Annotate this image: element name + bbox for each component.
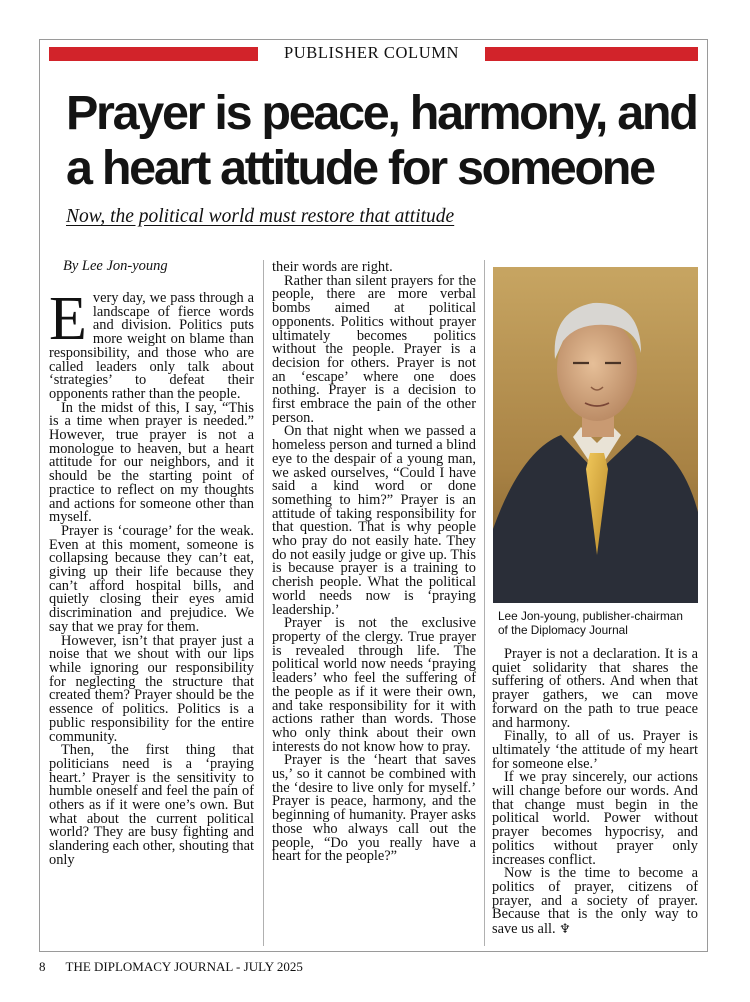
paragraph: Finally, to all of us. Prayer is ultimately ‘the attitude of my heart for someone else.’ xyxy=(492,728,698,772)
paragraph-text: very day, we pass through a landscape of fierce words and division. Politics puts more weight on blame than responsibility, and those who are called leaders only talk about ‘strategies’ to defeat their opponents rather than the people. xyxy=(49,290,254,402)
paragraph xyxy=(492,867,698,937)
paragraph: Prayer is the ‘heart that saves us,’ so it cannot be combined with the ‘desire to live only for myself.’ Prayer is peace, harmony, and the beginning of humanity. Prayer asks those who always call out the people, “Do you really have a heart for the people?” xyxy=(272,752,476,865)
paragraph: Prayer is ‘courage’ for the weak. Even at this moment, someone is collapsing because they can’t eat, giving up their life because they can’t afford hospital bills, and quietly closing their eyes amid discrimination and prejudice. We say that we pray for them. xyxy=(49,522,254,635)
column-rule xyxy=(263,260,264,946)
drop-cap: E xyxy=(49,285,87,353)
paragraph: Prayer is not a declaration. It is a quiet solidarity that shares the suffering of others. And when that prayer gathers, we can move forward on the path to true peace and harmony. xyxy=(492,646,698,731)
caption-line-2: of the Diplomacy Journal xyxy=(498,623,628,637)
section-bar-right xyxy=(485,47,698,61)
page-number: 8 xyxy=(39,959,46,974)
article-column-3 xyxy=(492,648,698,937)
section-label: PUBLISHER COLUMN xyxy=(283,43,460,62)
paragraph: On that night when we passed a homeless person and turned a blind eye to the despair of a young man, we asked ourselves, “Could I have said a kind word or done something to him?” Prayer is an attitude of taking responsibility for that question. That is why people who pray do not easily hate. They do not easily judge or give up. This is because prayer is a training to cherish people. What the political world needs now is ‘praying leadership.’ xyxy=(272,423,476,618)
headline-line-2: a heart attitude for someone xyxy=(66,141,654,195)
headline-line-1: Prayer is peace, harmony, and xyxy=(66,86,697,140)
author-portrait xyxy=(493,267,698,603)
subheadline: Now, the political world must restore that attitude xyxy=(66,206,455,227)
article-column-1 xyxy=(49,285,254,868)
paragraph: In the midst of this, I say, “This is a time when prayer is needed.” However, true prayer is not a monologue to heaven, but a heart attitude for our neighbors, and it should be the starting point of practice to reflect on my thoughts and actions for someone other than myself. xyxy=(49,399,254,526)
paragraph xyxy=(49,285,254,402)
paragraph: However, isn’t that prayer just a noise that we shout with our lips while ignoring our responsibility for neglecting the structure that created them? Prayer should be the essence of politics. Politics is a public responsibility for the entire community. xyxy=(49,632,254,745)
paragraph: If we pray sincerely, our actions will change before our words. And that change must begin in the political world. Power without prayer becomes hypocrisy, and politics without prayer only increases conflict. xyxy=(492,769,698,868)
page-footer xyxy=(39,959,303,975)
caption-line-1: Lee Jon-young, publisher-chairman xyxy=(498,609,683,623)
paragraph: Prayer is not the exclusive property of the clergy. True prayer is revealed through life. The political world now needs ‘praying leaders’ who feel the suffering of the people as if it were their own, and take responsibility for it with actions rather than words. Those who only think about their own interests do not know how to pray. xyxy=(272,615,476,755)
paragraph: Then, the first thing that politicians need is a ‘praying heart.’ Prayer is the sensitivity to humble oneself and feel the pain of others as if it were one’s own. But what about the current political world? They are busy fighting and slandering each other, shouting that only xyxy=(49,742,254,868)
paragraph: Rather than silent prayers for the people, there are more verbal bombs aimed at political opponents. Politics without prayer ultimately becomes politics without the people. Prayer is a decision for others. Prayer is not an ‘escape’ where one does nothing. Prayer is a decision to first embrace the pain of the other person. xyxy=(272,272,476,426)
headline xyxy=(66,86,706,196)
end-mark-icon: ♆ xyxy=(559,921,571,937)
section-bar-left xyxy=(49,47,258,61)
publication-name: THE DIPLOMACY JOURNAL - JULY 2025 xyxy=(65,959,303,974)
photo-caption xyxy=(498,609,703,637)
article-column-2 xyxy=(272,261,476,864)
byline: By Lee Jon-young xyxy=(63,258,168,274)
paragraph: their words are right. xyxy=(272,259,393,275)
paragraph-text: Now is the time to become a politics of prayer, citizens of prayer, and a society of prayer. Because that is the only way to save us all. xyxy=(492,865,698,938)
column-rule xyxy=(484,260,485,946)
